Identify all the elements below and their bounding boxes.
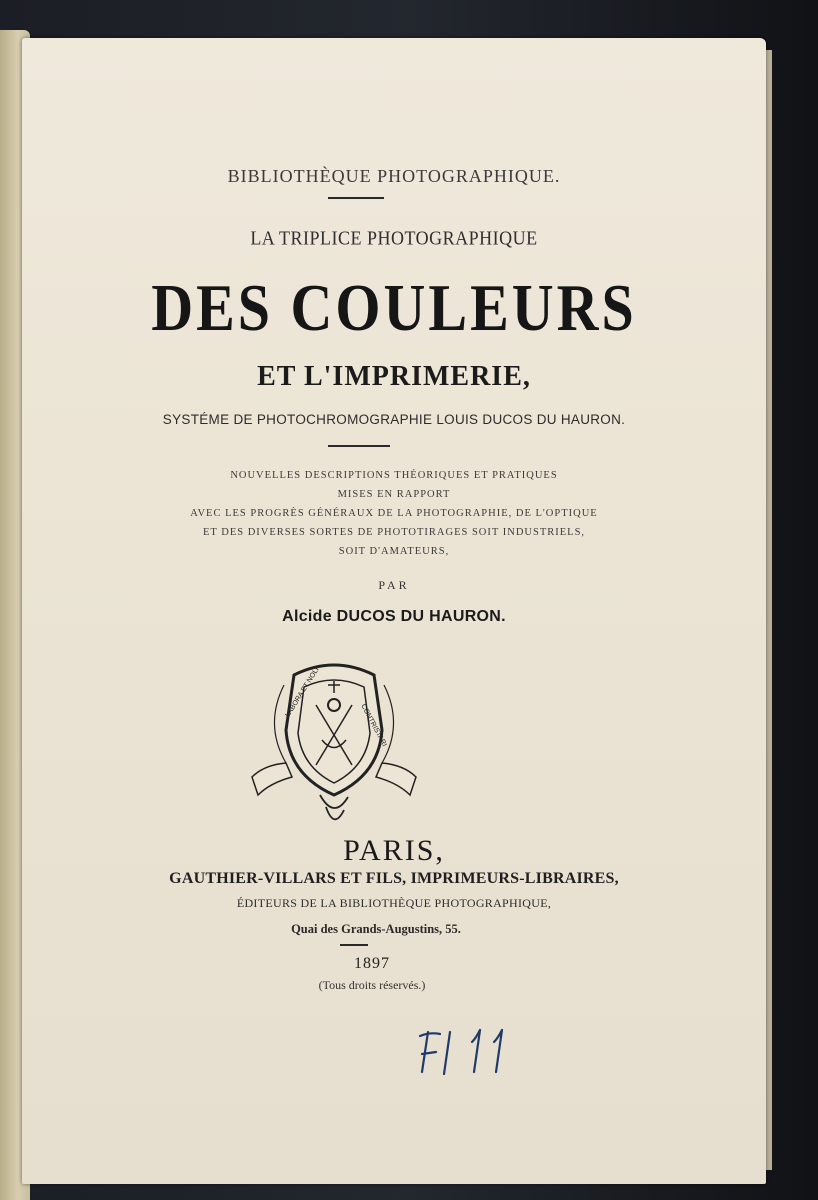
editors-line: ÉDITEURS DE LA BIBLIOTHÈQUE PHOTOGRAPHIQUE, bbox=[236, 896, 552, 910]
title-page bbox=[22, 38, 766, 1184]
author-name: Alcide DUCOS DU HAURON. bbox=[282, 608, 506, 625]
handwritten-note bbox=[410, 1024, 520, 1084]
description-line: MISES EN RAPPORT bbox=[337, 489, 451, 500]
publisher-name: GAUTHIER-VILLARS ET FILS, IMPRIMEURS-LIBRAIRES, bbox=[169, 870, 619, 887]
city-name: PARIS, bbox=[343, 834, 445, 867]
publisher-address: Quai des Grands-Augustins, 55. bbox=[291, 922, 461, 936]
by-label: PAR bbox=[378, 578, 410, 592]
emblem-motto-left: LABORA ET NOLI bbox=[284, 666, 321, 719]
main-title: DES COULEURS bbox=[151, 270, 637, 345]
emblem-motto-right: CONTRISTARI bbox=[359, 703, 388, 748]
description-line: SOIT D'AMATEURS, bbox=[338, 546, 450, 557]
description-line: NOUVELLES DESCRIPTIONS THÉORIQUES ET PRATIQUES bbox=[230, 470, 558, 481]
triplice-title: LA TRIPLICE PHOTOGRAPHIQUE bbox=[250, 226, 538, 249]
rights-notice: (Tous droits réservés.) bbox=[318, 978, 426, 992]
publisher-crest-icon bbox=[244, 645, 424, 831]
divider-rule bbox=[328, 197, 384, 199]
description-line: ET DES DIVERSES SORTES DE PHOTOTIRAGES SOIT INDUSTRIELS, bbox=[202, 527, 586, 538]
divider-rule bbox=[328, 445, 390, 447]
publication-year: 1897 bbox=[354, 955, 390, 972]
series-title: BIBLIOTHÈQUE PHOTOGRAPHIQUE. bbox=[227, 166, 561, 186]
subtitle: ET L'IMPRIMERIE, bbox=[257, 361, 531, 392]
description-line: AVEC LES PROGRÈS GÉNÉRAUX DE LA PHOTOGRAPHIE, DE L'OPTIQUE bbox=[190, 508, 598, 519]
divider-rule bbox=[340, 944, 368, 946]
system-line: SYSTÉME DE PHOTOCHROMOGRAPHIE LOUIS DUCOS DU HAURON. bbox=[162, 412, 626, 427]
